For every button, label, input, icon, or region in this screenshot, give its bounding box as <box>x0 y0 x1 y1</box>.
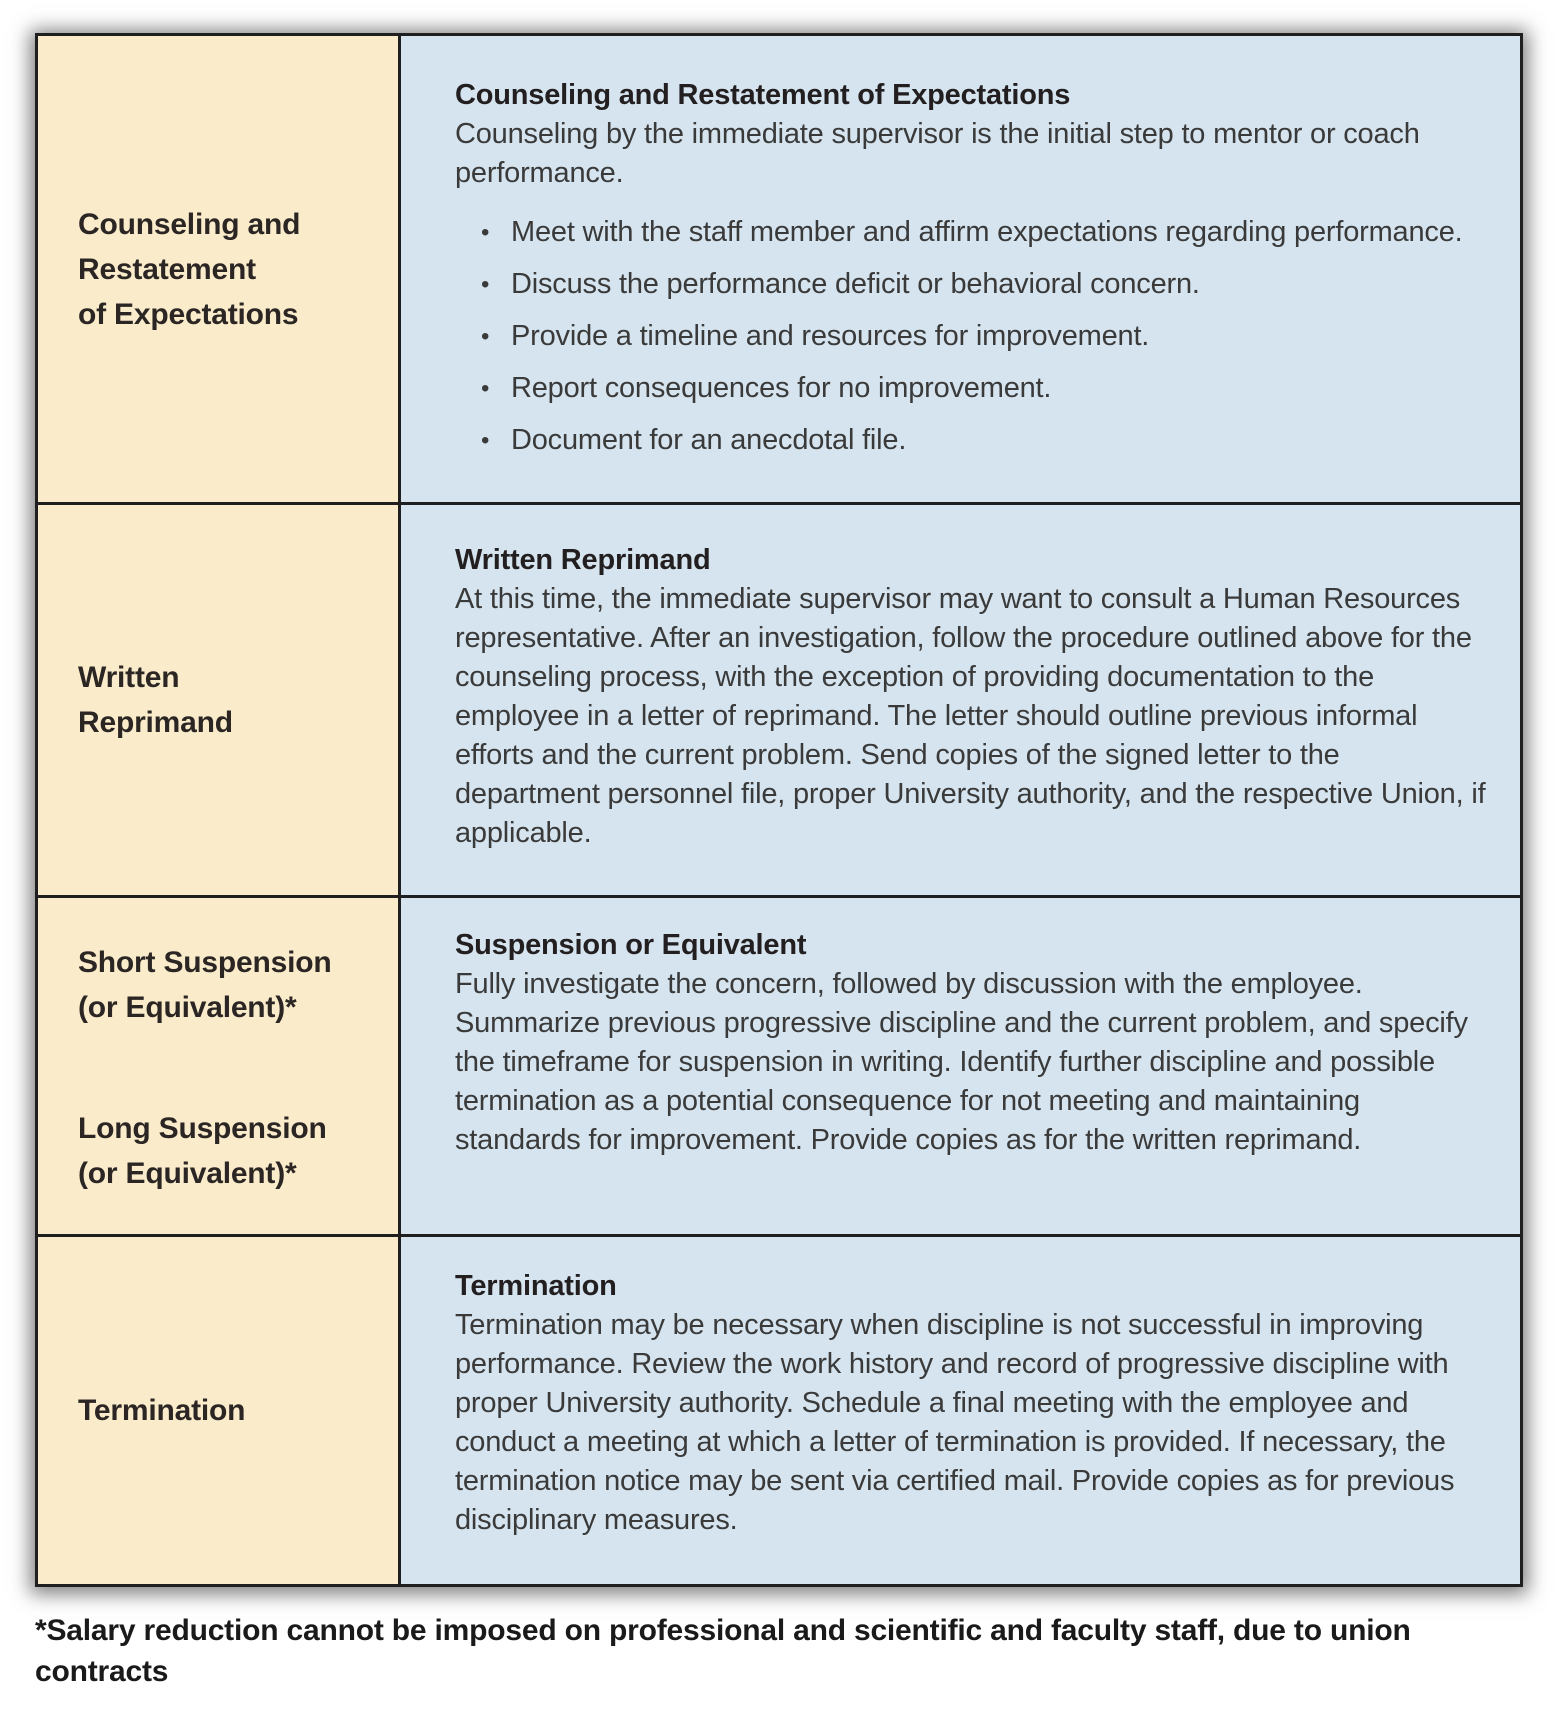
label-line: Long Suspension <box>78 1112 327 1145</box>
row-content-suspension <box>401 898 1520 1237</box>
label-line: of Expectations <box>78 297 299 331</box>
row-label-counseling <box>38 36 401 505</box>
row-label-written-reprimand <box>38 505 401 898</box>
cell-heading: Counseling and Restatement of Expectations <box>455 79 1071 111</box>
progressive-discipline-table <box>35 33 1523 1587</box>
row-label-suspension <box>38 898 401 1237</box>
cell-intro: Counseling by the immediate supervisor is the initial step to mentor or coach performance. <box>455 118 1420 189</box>
label-short-suspension <box>78 940 380 1030</box>
label-line: (or Equivalent)* <box>78 991 297 1024</box>
bullet-item: • Document for an anecdotal file. <box>511 421 1492 460</box>
bullet-item: • Discuss the performance deficit or behavioral concern. <box>511 265 1492 304</box>
cell-body: Termination may be necessary when discipline is not successful in improving performance. Review the work history and record of progressive discipline with proper University authority. Schedule a final meeting with the employee and conduct a meeting at which a letter of termination is provided. If necessary, the termination notice may be sent via certified mail. Provide copies as for previous disciplinary measures. <box>455 1309 1455 1536</box>
cell-body: At this time, the immediate supervisor may want to consult a Human Resources representative. After an investigation, follow the procedure outlined above for the counseling process, with the exception of providing documentation to the employee in a letter of reprimand. The letter should outline previous informal efforts and the current problem. Send copies of the signed letter to the department personnel file, proper University authority, and the respective Union, if applicable. <box>455 583 1486 849</box>
label-line: Short Suspension <box>78 946 332 979</box>
label-line: Written <box>78 661 180 694</box>
row-content-termination <box>401 1237 1520 1584</box>
cell-heading: Written Reprimand <box>455 544 711 576</box>
label-line: (or Equivalent)* <box>78 1157 297 1190</box>
label-line: Counseling and <box>78 207 301 241</box>
cell-heading: Suspension or Equivalent <box>455 929 807 961</box>
label-line: Reprimand <box>78 706 233 739</box>
bullet-item: • Provide a timeline and resources for improvement. <box>511 317 1492 356</box>
label-long-suspension <box>78 1106 380 1196</box>
row-content-counseling <box>401 36 1520 505</box>
bullet-item: • Report consequences for no improvement. <box>511 369 1492 408</box>
salary-reduction-footnote: *Salary reduction cannot be imposed on professional and scientific and faculty staff, due to union contracts <box>35 1614 1411 1688</box>
bullet-item: • Meet with the staff member and affirm expectations regarding performance. <box>511 213 1492 252</box>
label-line: Termination <box>78 1394 246 1427</box>
counseling-bullet-list <box>455 213 1492 460</box>
label-line: Restatement <box>78 252 256 286</box>
cell-heading: Termination <box>455 1270 617 1302</box>
row-label-termination <box>38 1237 401 1584</box>
row-content-written-reprimand <box>401 505 1520 898</box>
cell-body: Fully investigate the concern, followed by discussion with the employee. Summarize previous progressive discipline and the current problem, and specify the timeframe for suspension in writing. Identify further discipline and possible termination as a potential consequence for not meeting and maintaining standards for improvement. Provide copies as for the written reprimand. <box>455 968 1468 1156</box>
